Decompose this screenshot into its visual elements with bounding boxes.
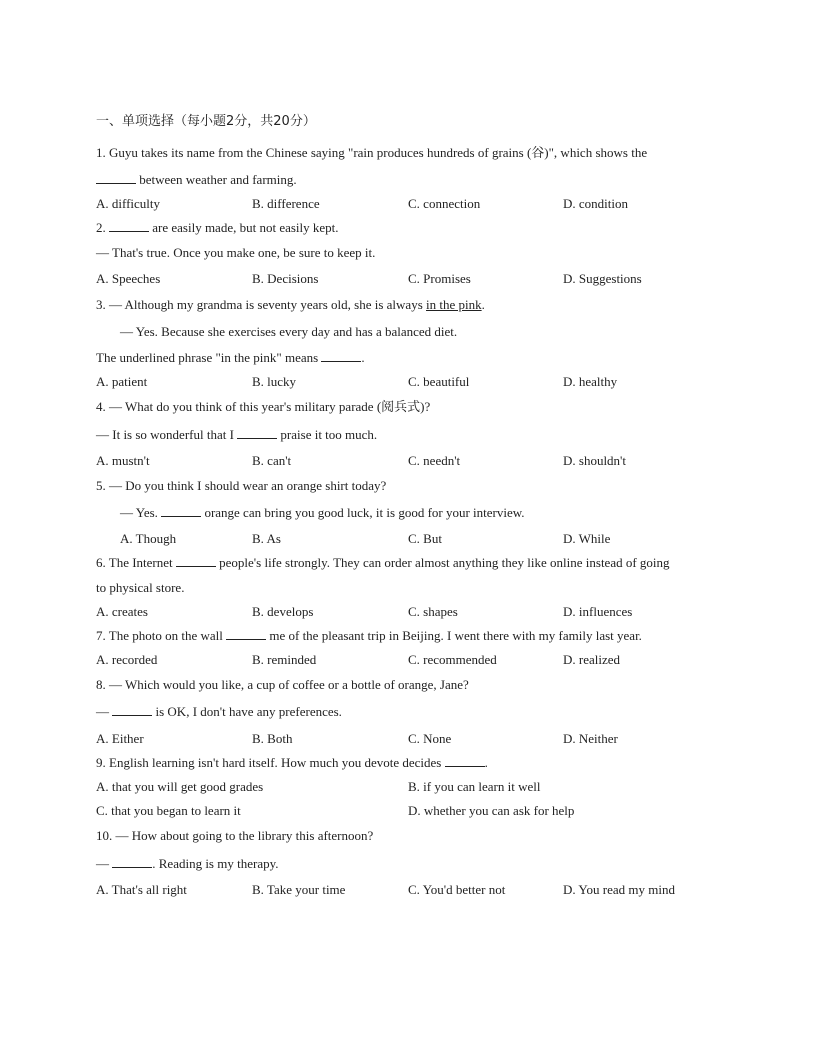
q1-option-c: C. connection	[408, 196, 481, 211]
answer-blank	[161, 505, 201, 517]
q8-option-b: B. Both	[252, 731, 293, 746]
q5-option-c: C. But	[408, 531, 442, 546]
question-9-text: 9. English learning isn't hard itself. How much you devote decides .	[96, 755, 488, 770]
q1-option-b: B. difference	[252, 196, 320, 211]
answer-blank	[445, 755, 485, 767]
q1-option-a: A. difficulty	[96, 196, 161, 211]
question-7-text: 7. The photo on the wall me of the pleasant trip in Beijing. I went there with my family last year.	[96, 628, 642, 643]
q5-option-b: B. As	[252, 531, 281, 546]
question-1-text-cont: between weather and farming.	[96, 172, 736, 188]
question-3-prompt: The underlined phrase "in the pink" means .	[96, 350, 365, 365]
q6-option-d: D. influences	[563, 604, 633, 619]
question-5-text: 5. — Do you think I should wear an orange shirt today?	[96, 478, 387, 493]
q4-option-a: A. mustn't	[96, 453, 150, 468]
q10-option-b: B. Take your time	[252, 882, 346, 897]
section-title: 一、单项选择（每小题2分，共20分）	[96, 114, 316, 129]
answer-blank	[109, 220, 149, 232]
q4-option-c: C. needn't	[408, 453, 461, 468]
answer-blank	[96, 172, 136, 184]
q8-option-c: C. None	[408, 731, 452, 746]
q4-option-d: D. shouldn't	[563, 453, 627, 468]
question-4-text: 4. — What do you think of this year's military parade (阅兵式)?	[96, 399, 431, 414]
q3-option-a: A. patient	[96, 374, 148, 389]
q3-option-b: B. lucky	[252, 374, 297, 389]
answer-blank	[237, 427, 277, 439]
underlined-phrase: in the pink	[426, 297, 482, 312]
q3-option-c: C. beautiful	[408, 374, 470, 389]
q9-option-d: D. whether you can ask for help	[408, 803, 575, 818]
question-2-text: 2. are easily made, but not easily kept.	[96, 220, 339, 235]
answer-blank	[226, 628, 266, 640]
question-2-reply: — That's true. Once you make one, be sure to keep it.	[96, 245, 376, 260]
question-10-reply: — . Reading is my therapy.	[96, 856, 279, 871]
answer-blank	[321, 350, 361, 362]
q9-option-a: A. that you will get good grades	[96, 779, 264, 794]
question-6-text: 6. The Internet people's life strongly. They can order almost anything they like online instead of going	[96, 555, 670, 570]
q9-option-b: B. if you can learn it well	[408, 779, 541, 794]
question-1-text: 1. Guyu takes its name from the Chinese saying "rain produces hundreds of grains (谷)", which shows the	[96, 145, 648, 160]
q2-option-c: C. Promises	[408, 271, 471, 286]
question-8-text: 8. — Which would you like, a cup of coffee or a bottle of orange, Jane?	[96, 677, 469, 692]
q10-option-a: A. That's all right	[96, 882, 187, 897]
answer-blank	[112, 704, 152, 716]
question-5-reply: — Yes. orange can bring you good luck, it is good for your interview.	[120, 505, 525, 520]
question-8-reply: — is OK, I don't have any preferences.	[96, 704, 342, 719]
question-3-text: 3. — Although my grandma is seventy years old, she is always in the pink.	[96, 297, 485, 312]
q5-option-a: A. Though	[120, 531, 177, 546]
q10-option-d: D. You read my mind	[563, 882, 675, 897]
question-4-reply: — It is so wonderful that I praise it too much.	[96, 427, 378, 442]
question-10-text: 10. — How about going to the library this afternoon?	[96, 828, 374, 843]
q1-option-d: D. condition	[563, 196, 628, 211]
q10-option-c: C. You'd better not	[408, 882, 506, 897]
q8-option-a: A. Either	[96, 731, 144, 746]
question-6-text-cont: to physical store.	[96, 580, 185, 595]
q6-option-a: A. creates	[96, 604, 148, 619]
question-3-reply: — Yes. Because she exercises every day and has a balanced diet.	[120, 324, 458, 339]
q6-option-b: B. develops	[252, 604, 314, 619]
answer-blank	[112, 856, 152, 868]
q5-option-d: D. While	[563, 531, 611, 546]
q7-option-c: C. recommended	[408, 652, 497, 667]
answer-blank	[176, 555, 216, 567]
q9-option-c: C. that you began to learn it	[96, 803, 241, 818]
q8-option-d: D. Neither	[563, 731, 618, 746]
q3-option-d: D. healthy	[563, 374, 618, 389]
q2-option-b: B. Decisions	[252, 271, 319, 286]
q2-option-a: A. Speeches	[96, 271, 161, 286]
q4-option-b: B. can't	[252, 453, 292, 468]
q7-option-d: D. realized	[563, 652, 621, 667]
q7-option-a: A. recorded	[96, 652, 158, 667]
q2-option-d: D. Suggestions	[563, 271, 642, 286]
q7-option-b: B. reminded	[252, 652, 317, 667]
q6-option-c: C. shapes	[408, 604, 458, 619]
